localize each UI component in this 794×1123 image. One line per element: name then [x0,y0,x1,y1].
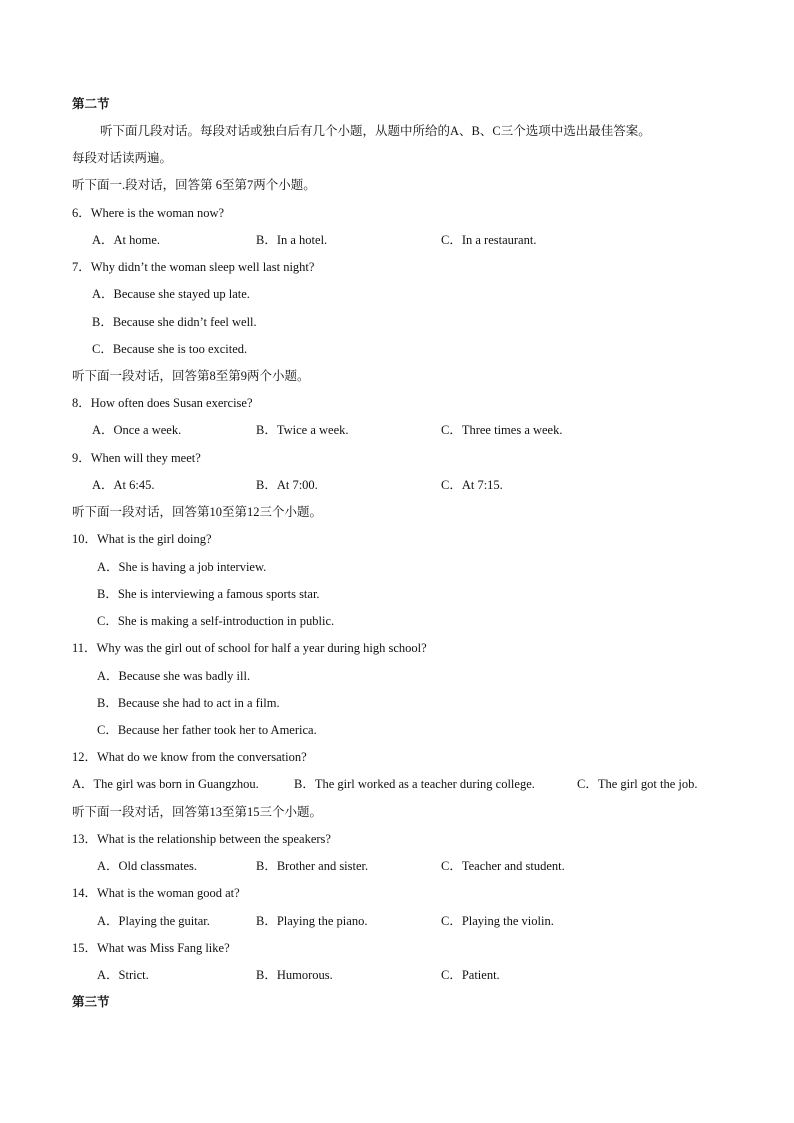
q11-option-c: C．Because her father took her to America. [97,723,317,737]
q15-option-a: A．Strict. [97,968,149,982]
q13-option-c: C．Teacher and student. [441,859,565,873]
q15-option-c: C．Patient. [441,968,500,982]
question-15: 15．What was Miss Fang like? [72,941,230,955]
question-10: 10．What is the girl doing? [72,532,212,546]
q13-option-a: A．Old classmates. [97,859,197,873]
q12-option-b: B．The girl worked as a teacher during college. [294,777,535,791]
instructions-line-2: 每段对话读两遍。 [72,151,173,165]
instructions-line-1: 听下面几段对话。每段对话或独白后有几个小题，从题中所给的A、B、C三个选项中选出最佳答案。 [100,124,651,138]
group-1-instruction: 听下面一.段对话，回答第 6至第7两个小题。 [72,178,316,192]
q6-option-a: A．At home. [92,233,161,247]
question-13: 13．What is the relationship between the speakers? [72,832,331,846]
question-11: 11．Why was the girl out of school for half a year during high school? [72,641,427,655]
question-14: 14．What is the woman good at? [72,886,240,900]
q13-option-b: B．Brother and sister. [256,859,369,873]
group-4-instruction: 听下面一段对话，回答第13至第15三个小题。 [72,805,323,819]
question-9: 9．When will they meet? [72,451,201,465]
q7-option-c: C．Because she is too excited. [92,342,248,356]
question-7: 7．Why didn’t the woman sleep well last night? [72,260,315,274]
q6-option-b: B．In a hotel. [256,233,328,247]
question-6: 6．Where is the woman now? [72,206,225,220]
q9-option-b: B．At 7:00. [256,478,318,492]
q12-option-a: A．The girl was born in Guangzhou. [72,777,259,791]
q9-option-c: C．At 7:15. [441,478,503,492]
q10-option-a: A．She is having a job interview. [97,560,267,574]
q11-option-a: A．Because she was badly ill. [97,669,251,683]
q11-option-b: B．Because she had to act in a film. [97,696,280,710]
q10-option-c: C．She is making a self-introduction in public. [97,614,335,628]
q7-option-a: A．Because she stayed up late. [92,287,250,301]
section-3-title: 第三节 [72,995,110,1009]
group-3-instruction: 听下面一段对话，回答第10至第12三个小题。 [72,505,323,519]
question-12: 12．What do we know from the conversation? [72,750,307,764]
q8-option-c: C．Three times a week. [441,423,563,437]
q14-option-b: B．Playing the piano. [256,914,368,928]
question-8: 8．How often does Susan exercise? [72,396,253,410]
q6-option-c: C．In a restaurant. [441,233,537,247]
q15-option-b: B．Humorous. [256,968,333,982]
q14-option-a: A．Playing the guitar. [97,914,210,928]
q9-option-a: A．At 6:45. [92,478,155,492]
q8-option-b: B．Twice a week. [256,423,349,437]
q10-option-b: B．She is interviewing a famous sports star. [97,587,320,601]
q7-option-b: B．Because she didn’t feel well. [92,315,257,329]
q8-option-a: A．Once a week. [92,423,182,437]
q14-option-c: C．Playing the violin. [441,914,554,928]
section-2-title: 第二节 [72,97,110,111]
group-2-instruction: 听下面一段对话，回答第8至第9两个小题。 [72,369,310,383]
q12-option-c: C．The girl got the job. [577,777,698,791]
